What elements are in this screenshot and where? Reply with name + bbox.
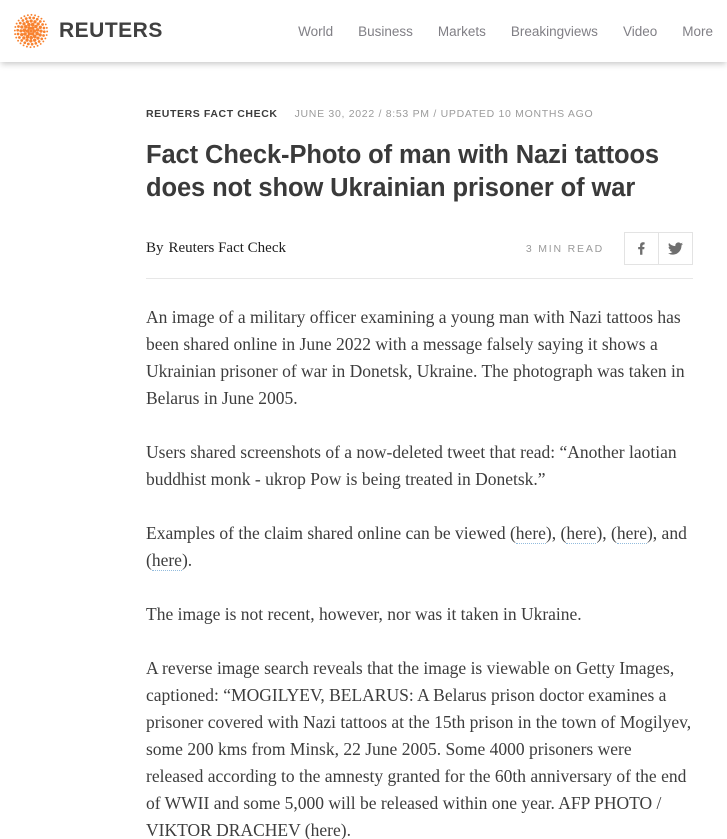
paragraph-text: ), ( [545, 523, 567, 543]
share-buttons [624, 232, 693, 265]
paragraph-text: The image is not recent, however, nor was it taken in Ukraine. [146, 604, 582, 624]
inline-link-here[interactable]: here [151, 550, 182, 570]
byline-right [526, 232, 693, 265]
byline-row [146, 232, 693, 265]
paragraph-text: Examples of the claim shared online can be viewed ( [146, 523, 516, 543]
twitter-icon [668, 241, 683, 256]
inline-link-here[interactable]: here [310, 820, 341, 839]
paragraph-text: ), and ( [146, 523, 687, 570]
nav-item-world[interactable]: World [298, 23, 334, 39]
nav-item-markets[interactable]: Markets [437, 23, 486, 39]
nav-item-breakingviews[interactable]: Breakingviews [510, 23, 598, 39]
byline [146, 240, 286, 257]
share-facebook-button[interactable] [624, 232, 659, 265]
article-headline: Fact Check-Photo of man with Nazi tattoos does not show Ukrainian prisoner of war [146, 141, 660, 202]
article-paragraph [146, 655, 693, 839]
article-paragraph [146, 601, 693, 628]
article-kicker[interactable]: REUTERS FACT CHECK [146, 108, 278, 120]
share-twitter-button[interactable] [658, 232, 693, 265]
paragraph-text: An image of a military officer examining a young man with Nazi tattoos has been shared online in June 2022 with a message falsely saying it shows a Ukrainian prisoner of war in Donetsk, Ukraine. The photograph was taken in Belarus in June 2005. [146, 307, 685, 408]
paragraph-text: ). [181, 550, 193, 570]
article-paragraph [146, 520, 693, 574]
paragraph-text: Users shared screenshots of a now-deleted tweet that read: “Another laotian buddhist monk - ukrop Pow is being treated in Donetsk.” [146, 442, 677, 489]
nav-item-video[interactable]: Video [622, 23, 658, 39]
divider [146, 278, 693, 279]
paragraph-text: ), ( [596, 523, 617, 543]
inline-link-here[interactable]: here [515, 523, 546, 543]
byline-author-link[interactable]: Reuters Fact Check [168, 240, 286, 256]
paragraph-text: ). [340, 820, 351, 839]
main-nav [298, 24, 713, 39]
reuters-logo-text: REUTERS [59, 19, 163, 42]
article-meta-row [146, 108, 693, 120]
article [146, 62, 693, 839]
byline-prefix: By [146, 240, 164, 256]
article-dateline: JUNE 30, 2022 / 8:53 PM / UPDATED 10 MONTHS AGO [294, 108, 594, 120]
read-time: 3 MIN READ [525, 242, 604, 255]
article-paragraph [146, 439, 693, 493]
article-paragraph [146, 304, 693, 412]
nav-item-more[interactable]: More [682, 23, 713, 39]
site-header [0, 0, 727, 62]
article-body [146, 304, 693, 839]
inline-link-here[interactable]: here [566, 523, 597, 543]
reuters-logo[interactable] [12, 12, 163, 50]
nav-item-business[interactable]: Business [358, 23, 413, 39]
paragraph-text: A reverse image search reveals that the image is viewable on Getty Images, captioned: “MOGILYEV, BELARUS: A Belarus prison doctor examines a prisoner covered with Nazi tattoos at the 15th prison in the town of Mogilyev, some 200 kms from Minsk, 22 June 2005. Some 4000 prisoners were released according to the amnesty granted for the 60th anniversary of the end of WWII and some 5,000 will be released within one year. AFP PHOTO / VIKTOR DRACHEV ( [146, 658, 692, 839]
reuters-logo-icon [12, 12, 50, 50]
inline-link-here[interactable]: here [616, 523, 647, 543]
facebook-icon [634, 241, 649, 256]
